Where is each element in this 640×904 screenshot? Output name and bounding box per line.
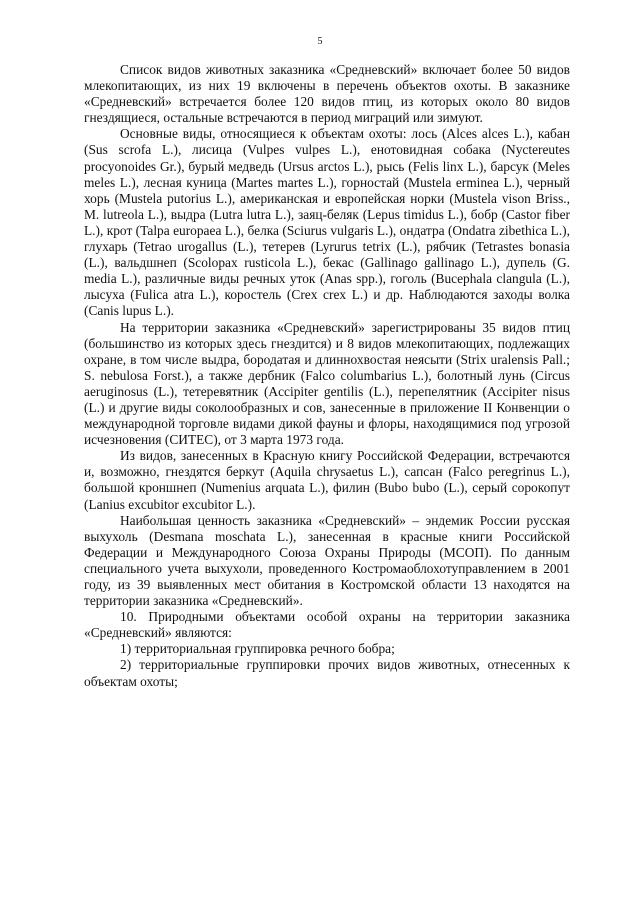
paragraph-game-species: Основные виды, относящиеся к объектам охоты: лось (Alces alces L.), кабан (Sus scrofa L.), лисица (Vulpes vulpes L.), енотовидная собака (Nyctereutes procyonoides Gr.), бурый медведь (Ursus arctos L.), рысь (Felis linx L.), барсук (Meles meles L.), лесная куница (Martes martes L.), горностай (Mustela erminea L.), черный хорь (Mustela putorius L.), американская и европейская норки (Mustela vison Briss., M. lutreola L.), выдра (Lutra lutra L.), заяц-беляк (Lepus timidus L.), бобр (Castor fiber L.), крот (Talpa europaea L.), белка (Sciurus vulgaris L.), ондатра (Ondatra zibethica L.), глухарь (Tetrao urogallus (L.), тетерев (Lyrurus tetrix (L.), рябчик (Tetrastes bonasia (L.), вальдшнеп (Scolopax rusticola L.), бекас (Gallinago gallinago L.), дупель (G. media L.), различные виды речных уток (Anas spp.), гоголь (Bucephala clangula (L.), лысуха (Fulica atra L.), коростель (Crex crex L.) и др. Наблюдаются заходы волка (Canis lupus L.). xyxy=(84,126,570,319)
paragraph-protected-species: На территории заказника «Средневский» зарегистрированы 35 видов птиц (большинство из которых здесь гнездится) и 8 видов млекопитающих, подлежащих охране, в том числе выдра, бородатая и длиннохвостая неясыти (Strix uralensis Pall.; S. nebulosa Forst.), а также дербник (Falco columbarius L.), болотный лунь (Circus aeruginosus (L.), тетеревятник (Accipiter gentilis (L.), перепелятник (Accipiter nisus (L.) и другие виды соколообразных и сов, занесенные в приложение II Конвенции о международной торговле видами дикой фауны и флоры, находящимися под угрозой исчезновения (СИТЕС), от 3 марта 1973 года. xyxy=(84,319,570,448)
paragraph-red-book-species: Из видов, занесенных в Красную книгу Российской Федерации, встречаются и, возможно, гнездятся беркут (Aquila chrysaetus L.), сапсан (Falco peregrinus L.), большой кроншнеп (Numenius arquata L.), филин (Bubo bubo (L.), серый сорокопут (Lanius excubitor excubitor L.). xyxy=(84,448,570,512)
document-body xyxy=(84,62,570,690)
list-item-beaver: 1) территориальная группировка речного бобра; xyxy=(120,641,395,657)
list-item-game-animals: 2) территориальные группировки прочих видов животных, отнесенных к объектам охоты; xyxy=(84,657,570,689)
paragraph-species-overview: Список видов животных заказника «Средневский» включает более 50 видов млекопитающих, из них 19 включены в перечень объектов охоты. В заказнике «Средневский» встречается более 120 видов птиц, из которых около 80 видов гнездящиеся, остальные встречаются в период миграций или зимуют. xyxy=(84,62,570,126)
paragraph-desman-value: Наибольшая ценность заказника «Средневский» – эндемик России русская выхухоль (Desmana moschata L.), занесенная в красные книги Российской Федерации и Международного Союза Охраны Природы (МСОП). По данным специального учета выхухоли, проведенного Костромаоблохотуправлением в 2001 году, из 39 выявленных мест обитания в Костромской области 13 находятся на территории заказника «Средневский». xyxy=(84,512,570,609)
paragraph-section-10: 10. Природными объектами особой охраны на территории заказника «Средневский» являются: xyxy=(84,609,570,641)
page-number: 5 xyxy=(317,36,323,47)
